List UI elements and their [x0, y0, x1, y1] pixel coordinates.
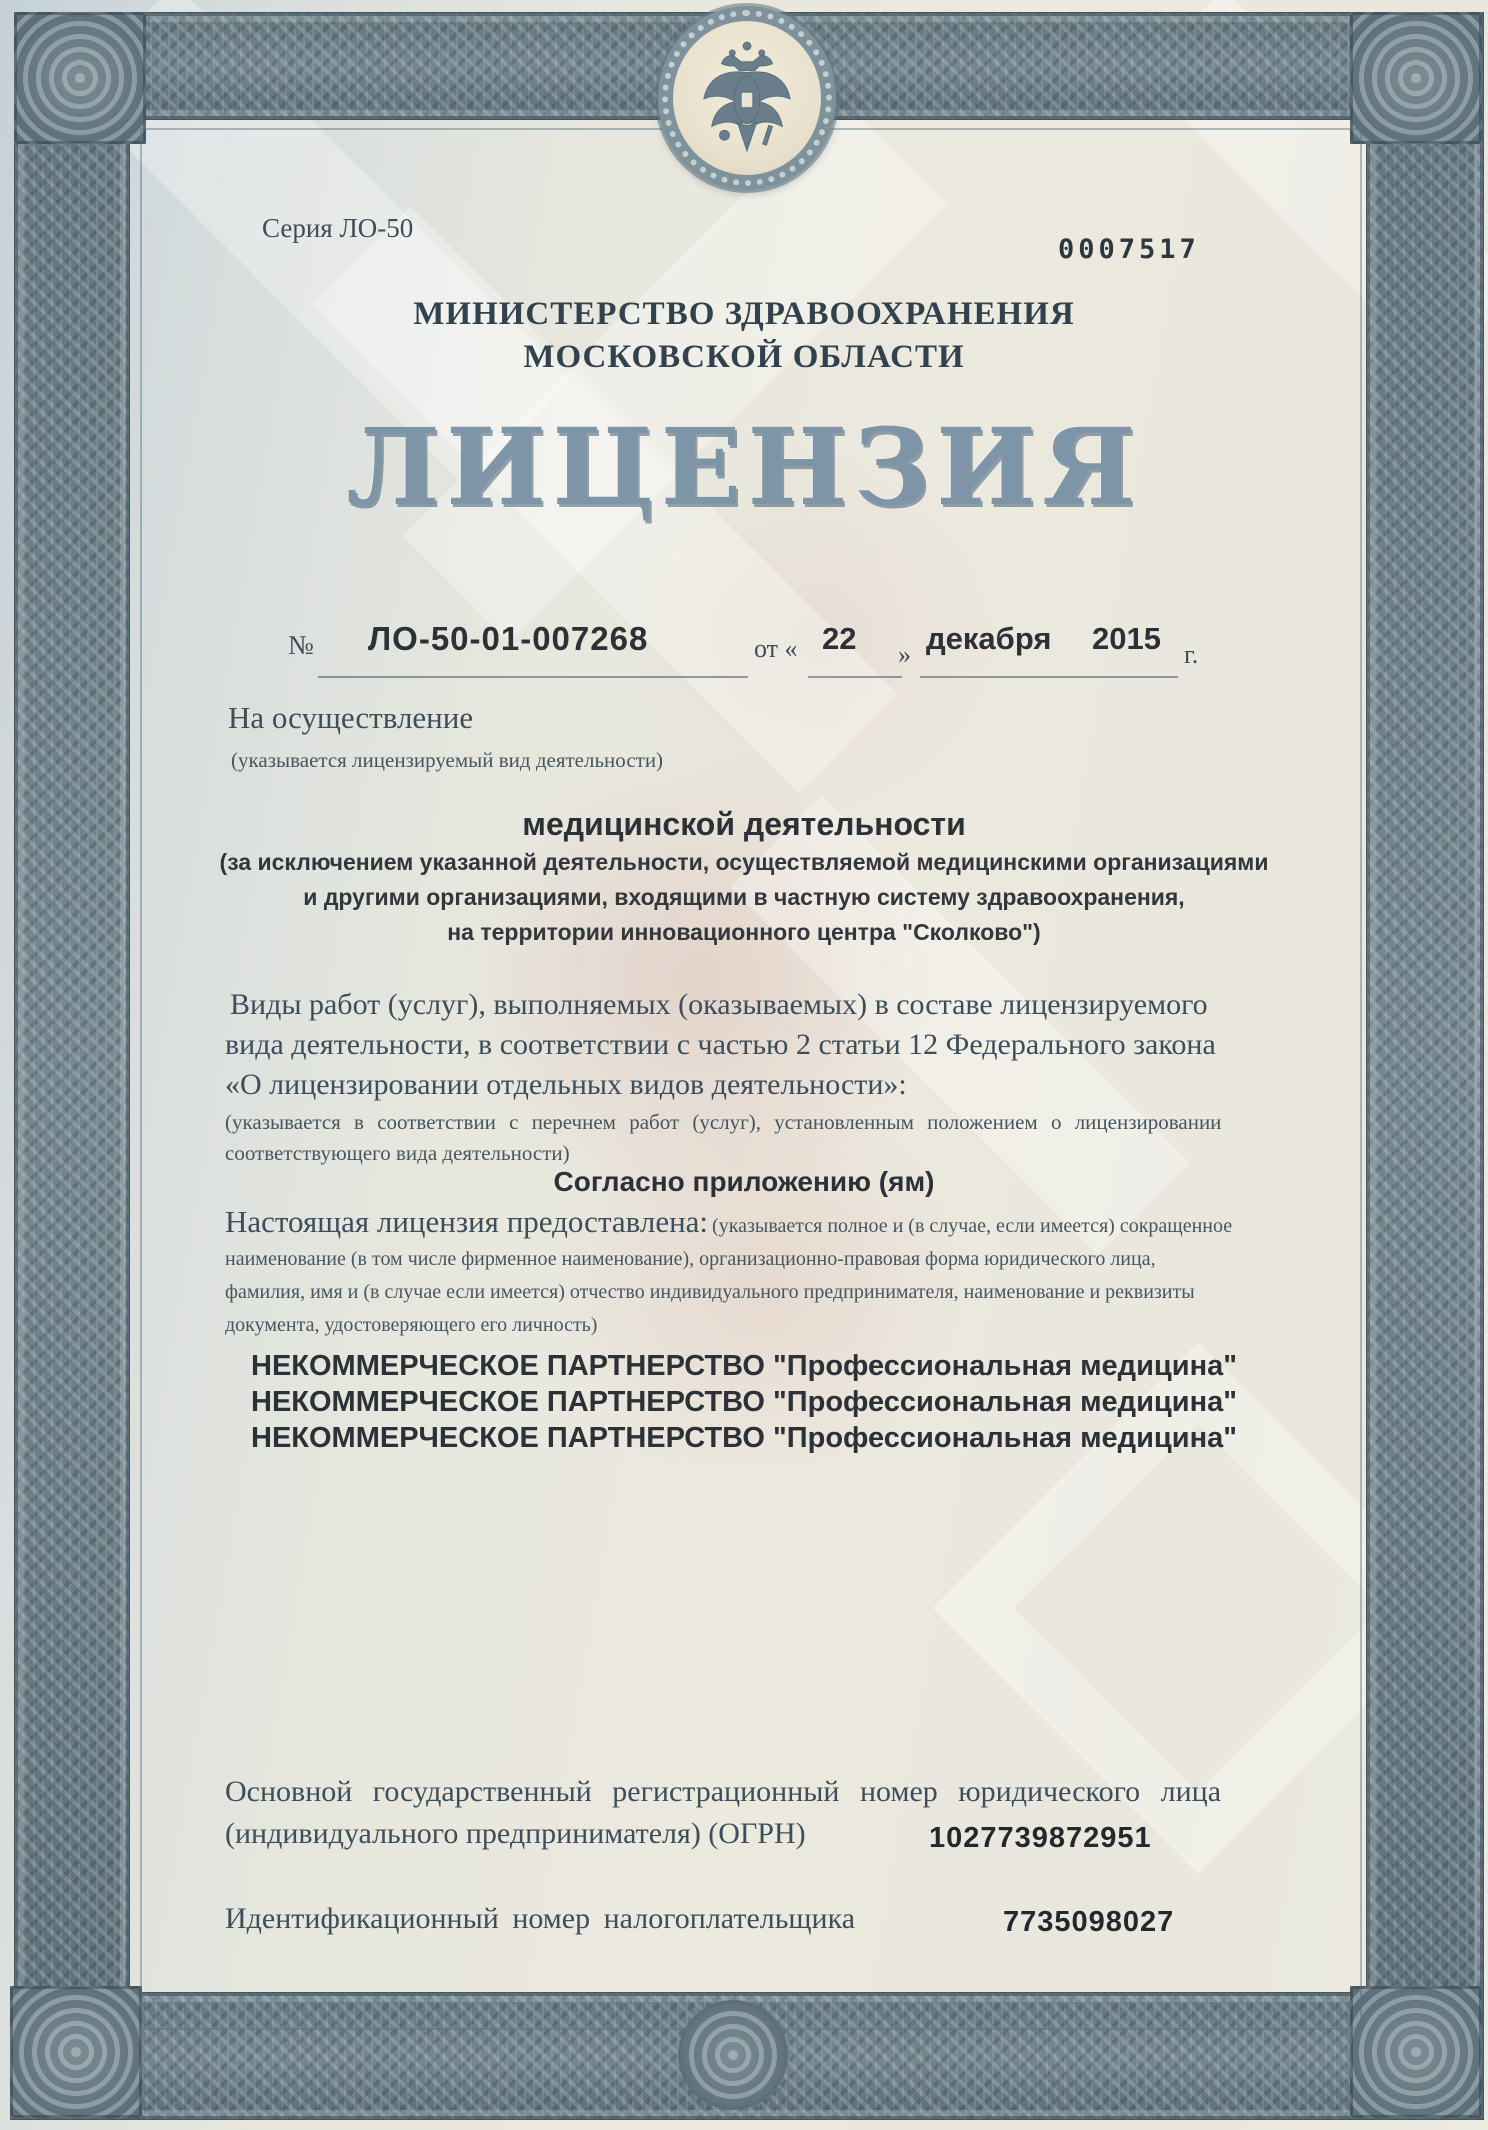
bottom-center-ornament	[678, 2000, 788, 2110]
blank-line-number	[318, 676, 748, 678]
ogrn-label-line2: (индивидуального предпринимателя) (ОГРН)	[225, 1817, 806, 1850]
grantee-hint-line: наименование (в том числе фирменное наименование), организационно-правовая форма юридического лица,	[225, 1248, 1156, 1270]
grant-section-hint: (указывается лицензируемый вид деятельности)	[231, 748, 664, 772]
date-quote-close: »	[898, 640, 911, 669]
grantee-intro: Настоящая лицензия предоставлена:	[225, 1204, 709, 1239]
license-number-value: ЛО-50-01-007268	[368, 620, 649, 657]
coat-of-arms-medallion	[658, 6, 836, 190]
activity-exclusion-line: на территории инновационного центра "Сколково")	[447, 919, 1041, 945]
attachment-note: Согласно приложению (ям)	[553, 1166, 935, 1197]
license-number-label: №	[288, 630, 314, 660]
activity-name: медицинской деятельности	[522, 806, 966, 842]
ministry-name-line1: МИНИСТЕРСТВО ЗДРАВООХРАНЕНИЯ	[413, 296, 1075, 332]
corner-rosette-top-left	[14, 12, 146, 144]
blank-line-day	[808, 676, 902, 678]
date-day: 22	[822, 621, 857, 656]
ogrn-value: 1027739872951	[929, 1822, 1152, 1854]
blank-line-month-year	[920, 676, 1178, 678]
grantee-hint-inline: (указывается полное и (в случае, если имеется) сокращенное	[712, 1215, 1233, 1237]
corner-rosette-bottom-left	[10, 1986, 142, 2118]
works-hint-line: (указывается в соответствии с перечнем работ (услуг), установленным положением о лицензировании	[225, 1110, 1222, 1134]
license-title: ЛИЦЕНЗИЯ	[346, 404, 1142, 529]
ministry-name-line2: МОСКОВСКОЙ ОБЛАСТИ	[523, 339, 965, 375]
date-month: декабря	[926, 621, 1052, 656]
inn-label: Идентификационный номер налогоплательщика	[225, 1902, 856, 1935]
works-paragraph-line: Виды работ (услуг), выполняемых (оказываемых) в составе лицензируемого	[230, 988, 1208, 1021]
form-number: 0007517	[1058, 234, 1200, 265]
inn-value: 7735098027	[1003, 1906, 1175, 1938]
date-from-label: от «	[754, 634, 798, 663]
grantee-name-line: НЕКОММЕРЧЕСКОЕ ПАРТНЕРСТВО "Профессиональная медицина"	[251, 1386, 1237, 1418]
activity-exclusion-line: (за исключением указанной деятельности, осуществляемой медицинскими организациями	[219, 849, 1269, 875]
grantee-hint-line: фамилия, имя и (в случае если имеется) отчество индивидуального предпринимателя, наименование и реквизиты	[225, 1281, 1195, 1303]
grantee-name-line: НЕКОММЕРЧЕСКОЕ ПАРТНЕРСТВО "Профессиональная медицина"	[251, 1350, 1237, 1382]
works-paragraph-line: вида деятельности, в соответствии с частью 2 статьи 12 Федерального закона	[225, 1028, 1216, 1061]
double-eagle-icon	[698, 38, 796, 158]
date-year: 2015	[1092, 621, 1161, 656]
corner-rosette-top-right	[1350, 12, 1482, 144]
works-paragraph-line: «О лицензировании отдельных видов деятельности»:	[225, 1068, 907, 1101]
date-year-suffix: г.	[1184, 640, 1199, 669]
grantee-hint-line: документа, удостоверяющего его личность)	[225, 1314, 598, 1336]
works-hint-line: соответствующего вида деятельности)	[225, 1141, 570, 1165]
grantee-intro-row	[225, 1204, 1275, 1240]
activity-exclusion-line: и другими организациями, входящими в частную систему здравоохранения,	[303, 884, 1185, 910]
grantee-name-line: НЕКОММЕРЧЕСКОЕ ПАРТНЕРСТВО "Профессиональная медицина"	[251, 1422, 1237, 1454]
corner-rosette-bottom-right	[1350, 1986, 1482, 2118]
ogrn-label-line1: Основной государственный регистрационный номер юридического лица	[225, 1775, 1222, 1808]
grant-section-label: На осуществление	[228, 700, 474, 735]
series-label: Серия ЛО-50	[262, 213, 414, 243]
